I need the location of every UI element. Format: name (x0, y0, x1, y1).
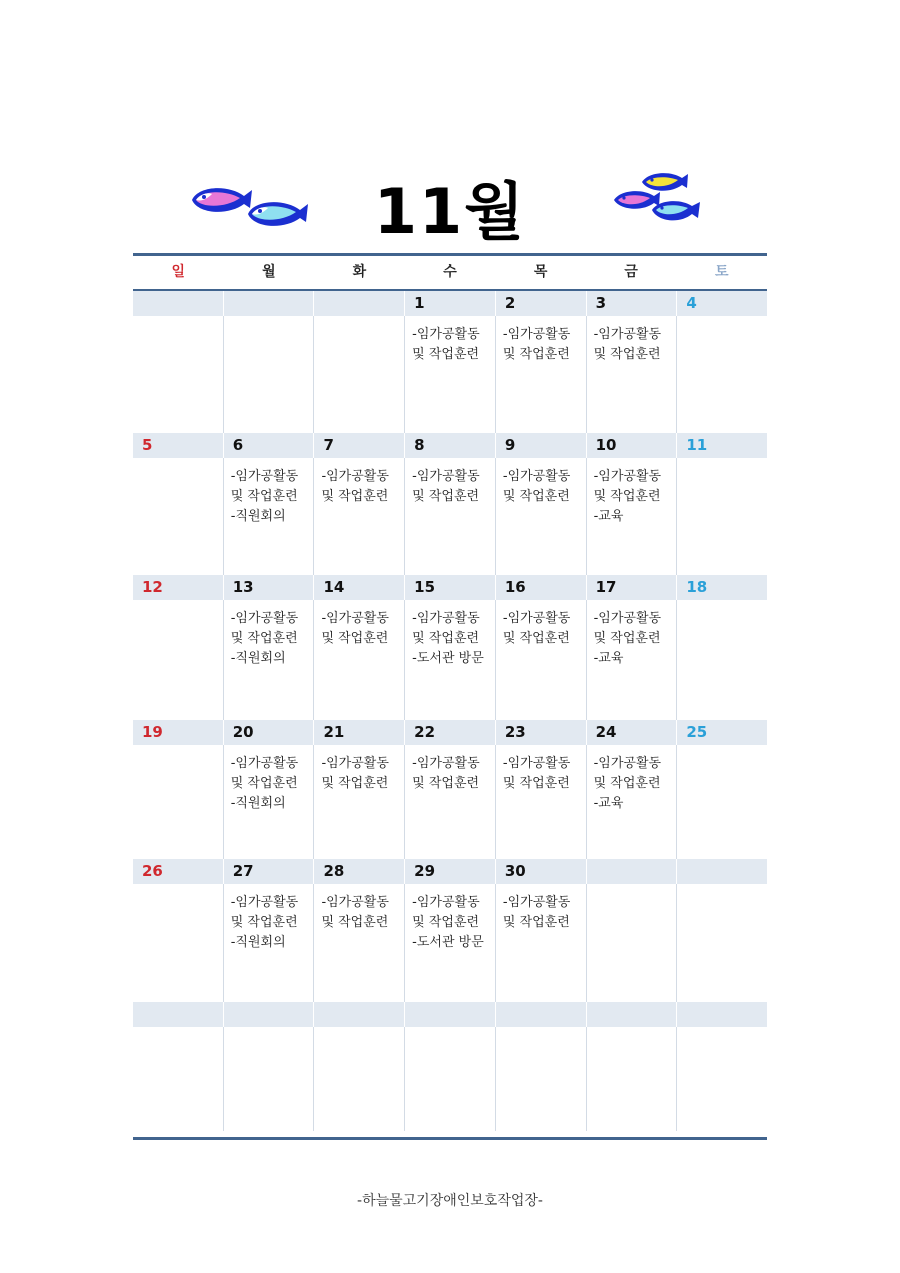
day-cell (314, 745, 405, 859)
date-number (224, 291, 315, 316)
date-number: 20 (224, 720, 315, 745)
day-cell (496, 1027, 587, 1131)
date-row (133, 291, 767, 316)
day-cell (133, 316, 224, 433)
date-number: 25 (686, 723, 708, 741)
activity-text: 및 작업훈련 (502, 347, 570, 362)
activity-text: 및 작업훈련 (230, 776, 298, 791)
day-cell (677, 316, 767, 433)
footer-org-name: -하늘물고기장애인보호작업장- (357, 1193, 543, 1209)
day-cell (224, 884, 315, 1002)
date-number (405, 1002, 496, 1027)
day-cell (587, 745, 678, 859)
day-cell (677, 884, 767, 1002)
weeks-container (133, 291, 767, 1131)
activity-text: 및 작업훈련 (321, 489, 389, 504)
day-cell (133, 745, 224, 859)
day-cell (224, 600, 315, 720)
activity-text: -교육 (593, 509, 624, 524)
date-number (587, 859, 678, 884)
weekday-mon: 월 (262, 264, 276, 280)
date-number: 3 (587, 291, 678, 316)
activity-text: -임가공활동 (593, 611, 662, 626)
activity-row (133, 1027, 767, 1131)
day-cell (405, 745, 496, 859)
date-number (133, 1002, 224, 1027)
calendar-week (133, 575, 767, 720)
activity-text: -임가공활동 (593, 756, 662, 771)
day-cell (133, 600, 224, 720)
activity-text: -도서관 방문 (412, 651, 484, 666)
day-cell (405, 884, 496, 1002)
day-cell (314, 600, 405, 720)
date-number: 16 (496, 575, 587, 600)
date-number: 17 (587, 575, 678, 600)
weekday-thu: 목 (533, 264, 548, 280)
day-cell (496, 884, 587, 1002)
day-cell (224, 458, 315, 575)
activity-text: 및 작업훈련 (412, 631, 480, 646)
activity-text: 및 작업훈련 (321, 915, 389, 930)
day-cell (224, 1027, 315, 1131)
date-number: 4 (686, 294, 697, 312)
activity-text: 및 작업훈련 (412, 347, 480, 362)
date-number: 24 (587, 720, 678, 745)
activity-text: -임가공활동 (412, 756, 480, 771)
day-cell (405, 316, 496, 433)
weekday-fri: 금 (624, 264, 638, 280)
date-number: 10 (587, 433, 678, 458)
date-number: 11 (686, 436, 708, 454)
fish-trio-icon (612, 168, 708, 228)
day-cell (133, 884, 224, 1002)
activity-text: -임가공활동 (321, 611, 389, 626)
activity-text: -임가공활동 (412, 327, 480, 342)
day-cell (496, 745, 587, 859)
activity-text: -임가공활동 (502, 327, 571, 342)
date-number: 18 (686, 578, 708, 596)
date-number: 1 (405, 291, 496, 316)
day-cell (314, 884, 405, 1002)
day-cell (405, 458, 496, 575)
day-cell (587, 316, 678, 433)
date-row (133, 433, 767, 458)
activity-text: -임가공활동 (230, 756, 299, 771)
calendar-week (133, 433, 767, 575)
activity-text: -임가공활동 (230, 469, 299, 484)
date-number: 14 (314, 575, 405, 600)
activity-text: -임가공활동 (230, 895, 299, 910)
activity-text: -교육 (593, 796, 624, 811)
activity-text: -임가공활동 (593, 327, 662, 342)
day-cell (224, 745, 315, 859)
date-number: 15 (405, 575, 496, 600)
day-cell (677, 458, 767, 575)
activity-text: -직원회의 (230, 651, 286, 666)
activity-text: 및 작업훈련 (593, 776, 661, 791)
page-title: 11월 (373, 175, 527, 248)
date-row (133, 575, 767, 600)
activity-text: 및 작업훈련 (230, 915, 298, 930)
activity-text: -임가공활동 (230, 611, 299, 626)
activity-text: 및 작업훈련 (321, 776, 389, 791)
activity-text: -임가공활동 (502, 895, 571, 910)
activity-text: -임가공활동 (412, 469, 480, 484)
date-number: 5 (133, 433, 224, 458)
date-number: 28 (314, 859, 405, 884)
weekday-wed: 수 (443, 264, 457, 280)
date-number: 22 (405, 720, 496, 745)
day-cell (314, 316, 405, 433)
day-cell (587, 1027, 678, 1131)
date-number (677, 859, 767, 884)
date-row (133, 720, 767, 745)
weekday-sat: 토 (714, 264, 729, 280)
activity-text: -임가공활동 (321, 895, 389, 910)
day-cell (587, 600, 678, 720)
date-number: 6 (224, 433, 315, 458)
activity-text: -임가공활동 (321, 469, 389, 484)
date-number (677, 1002, 767, 1027)
calendar-week (133, 720, 767, 859)
calendar-week (133, 291, 767, 433)
activity-text: 및 작업훈련 (230, 631, 298, 646)
day-cell (133, 458, 224, 575)
date-number (314, 1002, 405, 1027)
date-number: 26 (133, 859, 224, 884)
date-number: 30 (496, 859, 587, 884)
activity-text: 및 작업훈련 (502, 915, 570, 930)
activity-text: 및 작업훈련 (502, 489, 570, 504)
activity-text: 및 작업훈련 (593, 347, 661, 362)
date-number: 27 (224, 859, 315, 884)
calendar-bottom-rule (133, 1137, 767, 1140)
calendar-week (133, 1002, 767, 1131)
date-number: 19 (133, 720, 224, 745)
activity-text: -임가공활동 (321, 756, 389, 771)
activity-text: 및 작업훈련 (412, 489, 480, 504)
day-cell (224, 316, 315, 433)
day-cell (587, 884, 678, 1002)
day-cell (133, 1027, 224, 1131)
activity-row (133, 458, 767, 575)
activity-text: -임가공활동 (593, 469, 662, 484)
activity-row (133, 316, 767, 433)
day-cell (314, 1027, 405, 1131)
activity-row (133, 884, 767, 1002)
calendar-week (133, 859, 767, 1002)
date-number (224, 1002, 315, 1027)
day-cell (405, 600, 496, 720)
date-number (587, 1002, 678, 1027)
date-number (133, 291, 224, 316)
date-number: 7 (314, 433, 405, 458)
weekday-header-row (133, 256, 767, 291)
activity-text: 및 작업훈련 (230, 489, 298, 504)
day-cell (314, 458, 405, 575)
day-cell (587, 458, 678, 575)
date-row (133, 1002, 767, 1027)
day-cell (496, 600, 587, 720)
activity-text: -직원회의 (230, 796, 286, 811)
date-number: 12 (133, 575, 224, 600)
date-number: 29 (405, 859, 496, 884)
activity-text: 및 작업훈련 (593, 489, 661, 504)
day-cell (677, 600, 767, 720)
activity-text: 및 작업훈련 (412, 776, 480, 791)
day-cell (677, 745, 767, 859)
activity-text: 및 작업훈련 (412, 915, 480, 930)
weekday-sun: 일 (171, 264, 186, 280)
day-cell (496, 458, 587, 575)
date-number: 21 (314, 720, 405, 745)
activity-text: 및 작업훈련 (502, 631, 570, 646)
activity-text: 및 작업훈련 (593, 631, 661, 646)
date-number: 13 (224, 575, 315, 600)
date-number: 23 (496, 720, 587, 745)
activity-row (133, 600, 767, 720)
activity-text: -임가공활동 (502, 756, 571, 771)
fish-pair-icon (188, 178, 314, 234)
activity-text: -임가공활동 (502, 611, 571, 626)
activity-text: -임가공활동 (412, 611, 480, 626)
activity-text: -도서관 방문 (412, 935, 484, 950)
date-number (314, 291, 405, 316)
activity-row (133, 745, 767, 859)
day-cell (405, 1027, 496, 1131)
activity-text: -임가공활동 (412, 895, 480, 910)
activity-text: 및 작업훈련 (502, 776, 570, 791)
activity-text: -임가공활동 (502, 469, 571, 484)
date-number: 9 (496, 433, 587, 458)
activity-text: 및 작업훈련 (321, 631, 389, 646)
date-number: 8 (405, 433, 496, 458)
activity-text: -직원회의 (230, 935, 286, 950)
date-number (496, 1002, 587, 1027)
day-cell (677, 1027, 767, 1131)
calendar-grid (133, 253, 767, 1131)
activity-text: -직원회의 (230, 509, 286, 524)
activity-text: -교육 (593, 651, 624, 666)
weekday-tue: 화 (352, 264, 367, 280)
date-number: 2 (496, 291, 587, 316)
date-row (133, 859, 767, 884)
day-cell (496, 316, 587, 433)
